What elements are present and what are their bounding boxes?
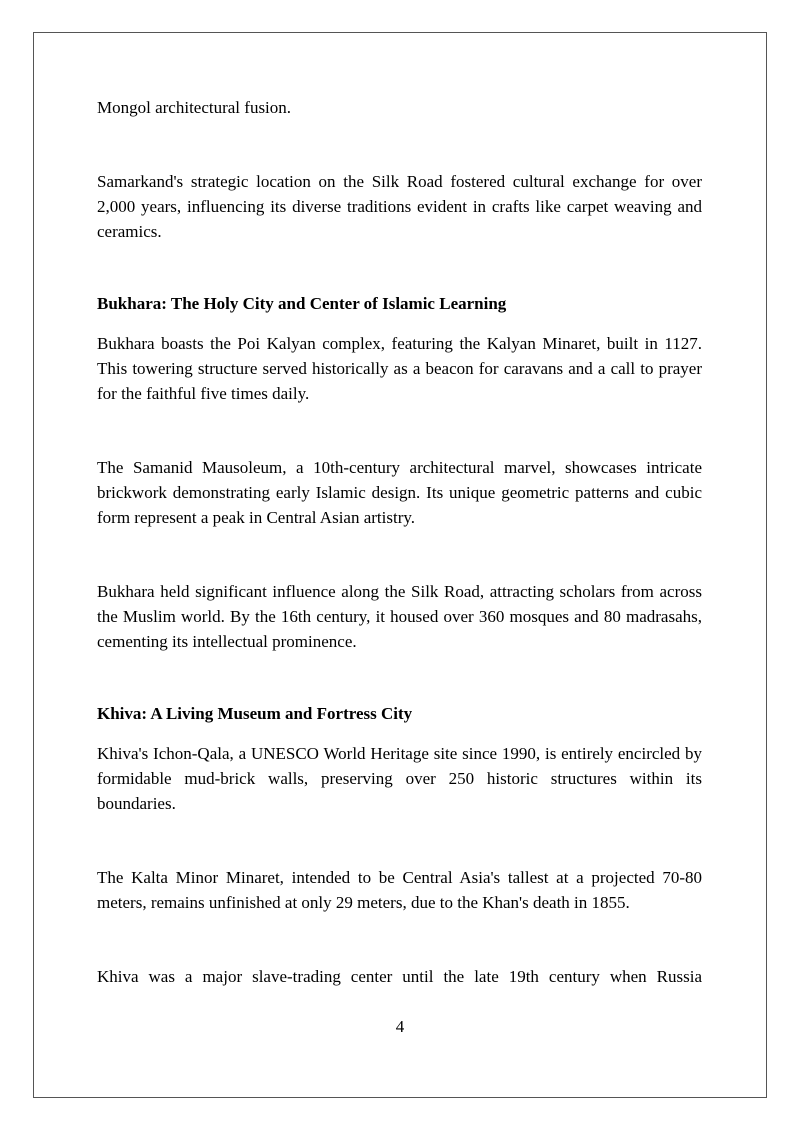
- paragraph-mongol-fusion: Mongol architectural fusion.: [97, 98, 292, 117]
- heading-bukhara: Bukhara: The Holy City and Center of Islamic Learning: [97, 294, 507, 313]
- paragraph-samarkand-silk-road: Samarkand's strategic location on the Silk Road fostered cultural exchange for over 2,000 years, influencing its diverse traditions evident in crafts like carpet weaving and ceramics.: [97, 172, 702, 241]
- page-number: 4: [395, 1017, 405, 1036]
- paragraph-khiva-slave-trade: Khiva was a major slave-trading center until the late 19th century when Russia: [97, 967, 702, 986]
- paragraph-ichon-qala: Khiva's Ichon-Qala, a UNESCO World Heritage site since 1990, is entirely encircled by formidable mud-brick walls, preserving over 250 historic structures within its boundaries.: [97, 744, 702, 813]
- paragraph-bukhara-influence: Bukhara held significant influence along the Silk Road, attracting scholars from across the Muslim world. By the 16th century, it housed over 360 mosques and 80 madrasahs, cementing its intellectual prominence.: [97, 582, 702, 651]
- paragraph-poi-kalyan: Bukhara boasts the Poi Kalyan complex, featuring the Kalyan Minaret, built in 1127. This towering structure served historically as a beacon for caravans and a call to prayer for the faithful five times daily.: [97, 334, 702, 403]
- paragraph-samanid-mausoleum: The Samanid Mausoleum, a 10th-century architectural marvel, showcases intricate brickwork demonstrating early Islamic design. Its unique geometric patterns and cubic form represent a peak in Central Asian artistry.: [97, 458, 702, 527]
- heading-khiva: Khiva: A Living Museum and Fortress City: [97, 704, 413, 723]
- page-content: [97, 95, 702, 989]
- paragraph-kalta-minor: The Kalta Minor Minaret, intended to be Central Asia's tallest at a projected 70-80 meters, remains unfinished at only 29 meters, due to the Khan's death in 1855.: [97, 868, 702, 912]
